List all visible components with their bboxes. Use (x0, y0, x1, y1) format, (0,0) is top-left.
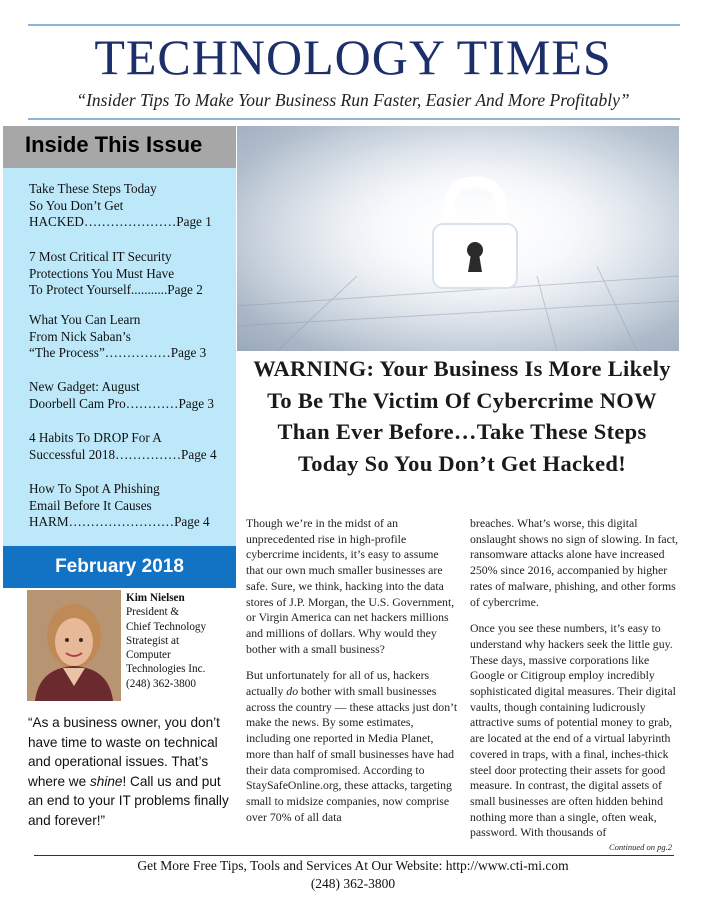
inside-this-issue-header (3, 126, 236, 168)
hero-graphic (237, 126, 679, 351)
masthead-bottom-rule (28, 118, 680, 120)
article-paragraph: But unfortunately for all of us, hackers actually do bother with small businesses across the country — these attacks just don’t make the news. By some estimates, including one reported in Media Planet, more than half of small businesses have had their data compromised. According to StaySafeOnline.org, these attacks, targeting small to midsize companies, now comprise over 70% of all data (246, 668, 458, 824)
portrait-illustration (27, 590, 121, 701)
toc-item-5[interactable]: 4 Habits To DROP For A Successful 2018……………Page 4 (29, 430, 217, 462)
article-column-2 (470, 516, 682, 852)
newsletter-tagline: “Insider Tips To Make Your Business Run Faster, Easier And More Profitably” (76, 90, 630, 110)
article-paragraph: breaches. What’s worse, this digital onslaught shows no sign of slowing. In fact, ransomware attacks alone have increased 250% since 2016, accompanied by higher rates of malware, phishing, and other forms of cybercrime. (470, 516, 679, 609)
author-title-line: Computer (126, 649, 171, 662)
article-headline: WARNING: Your Business Is More Likely To Be The Victim Of Cybercrime NOW Than Ever Before…Take These Steps Today So You Don’t Get Hacked! (253, 356, 671, 476)
footer-website[interactable]: Get More Free Tips, Tools and Services At Our Website: http://www.cti-mi.com (137, 858, 569, 873)
newsletter-title: TECHNOLOGY TIMES (94, 29, 612, 85)
author-phone: (248) 362-3800 (126, 677, 196, 690)
table-of-contents (3, 168, 236, 546)
author-title-line: President & (126, 606, 180, 619)
article-paragraph: Once you see these numbers, it’s easy to understand why hackers seek the little guy. These days, massive corporations like Google or Citigroup employ incredibly sophisticated digital measures. Their digital vaults, though containing ludicrously attractive sums of potential money to grab, are located at the end of a virtual labyrinth covered in traps, with a final, inches-thick steel door protecting their assets for good measure. In contrast, the digital assets of small businesses are often hidden behind nothing more than a single, often weak, password. With thousands of (470, 621, 676, 840)
toc-item-4[interactable]: New Gadget: August Doorbell Cam Pro…………Page 3 (29, 379, 214, 411)
sidebar-quote: “As a business owner, you don’t have time to waste on technical and operational issues. That’s where we shine! Call us and put an end to your IT problems finally and forever!” (28, 715, 229, 828)
author-bio (126, 591, 236, 691)
toc-item-6[interactable]: How To Spot A Phishing Email Before It Causes HARM……………………Page 4 (29, 481, 210, 529)
masthead-top-rule (28, 24, 680, 26)
author-name: Kim Nielsen (126, 592, 185, 604)
author-portrait (27, 590, 121, 701)
article-column-1 (246, 516, 458, 836)
toc-item-3[interactable]: What You Can Learn From Nick Saban’s “The Process”……………Page 3 (29, 312, 207, 360)
toc-item-1[interactable]: Take These Steps Today So You Don’t Get HACKED…………………Page 1 (29, 181, 212, 229)
issue-month: February 2018 (55, 556, 184, 577)
author-title-line: Strategist at (126, 634, 180, 647)
inside-this-issue-label: Inside This Issue (25, 132, 203, 157)
quote-emphasis: shine (89, 773, 123, 789)
footer-rule (34, 855, 674, 856)
article-paragraph: Though we’re in the midst of an unprecedented rise in high-profile cybercrime incidents, it’s easy to assume that our own much smaller businesses are safe. Sure, we think, hacking into the data stores of J.P. Morgan, the U.S. Government, or Virgin America can net hackers millions and millions of dollars. Why would they bother with a small business? (246, 516, 455, 656)
issue-month-banner (3, 546, 236, 588)
footer-phone: (248) 362-3800 (310, 876, 396, 891)
hero-image (237, 126, 679, 351)
continued-note: Continued on pg.2 (609, 842, 673, 852)
author-title-line: Technologies Inc. (126, 663, 206, 676)
toc-item-2[interactable]: 7 Most Critical IT Security Protections You Must Have To Protect Yourself...........Page 2 (29, 249, 203, 297)
author-title-line: Chief Technology (126, 620, 207, 633)
